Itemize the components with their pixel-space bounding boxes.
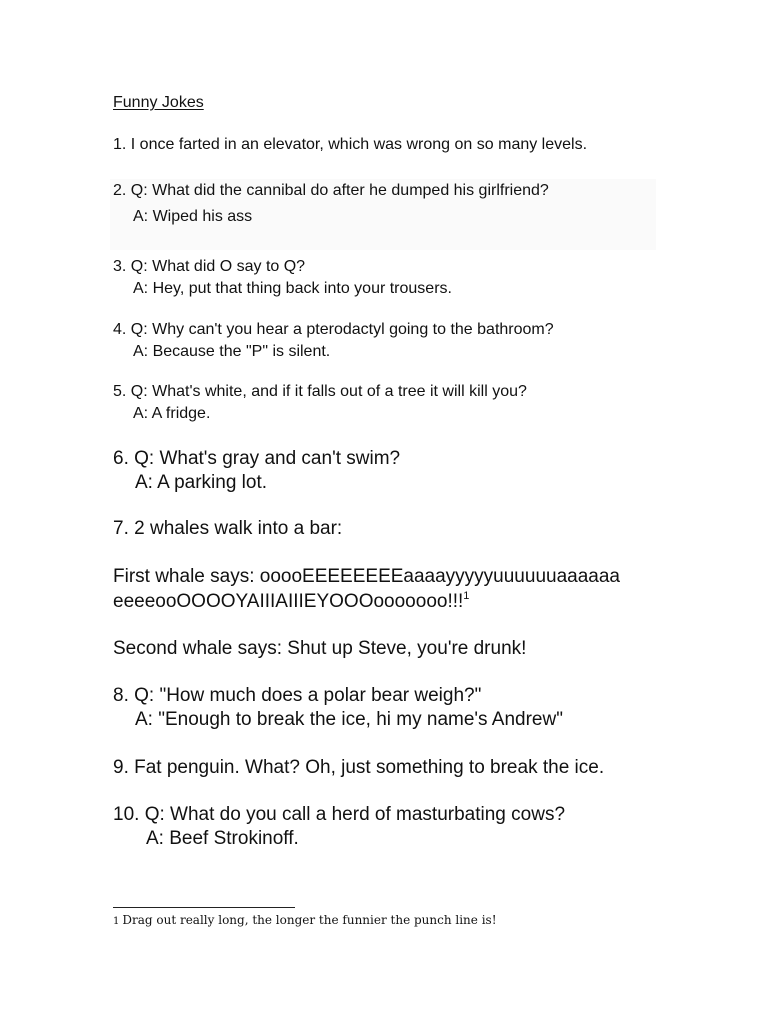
joke-4-question: 4. Q: Why can't you hear a pterodactyl going to the bathroom? [113, 321, 554, 338]
joke-2-answer: A: Wiped his ass [133, 208, 253, 225]
footnote-separator [113, 907, 295, 908]
joke-7-first-whale-line-1: First whale says: ooooEEEEEEEEaaaayyyyyuuuuuuaaaaaa [113, 566, 620, 587]
joke-7-setup: 7. 2 whales walk into a bar: [113, 518, 343, 539]
joke-3-answer: A: Hey, put that thing back into your trousers. [133, 280, 452, 297]
joke-9-text: 9. Fat penguin. What? Oh, just something to break the ice. [113, 757, 605, 778]
joke-7-second-whale: Second whale says: Shut up Steve, you're drunk! [113, 638, 527, 659]
footnote-marker: 1 [113, 916, 120, 927]
document-title: Funny Jokes [113, 94, 204, 111]
joke-5-answer: A: A fridge. [133, 405, 211, 422]
joke-8-answer: A: "Enough to break the ice, hi my name's Andrew" [135, 709, 563, 730]
joke-6-answer: A: A parking lot. [135, 472, 268, 493]
footnote-reference: 1 [463, 590, 470, 602]
joke-4-answer: A: Because the "P" is silent. [133, 343, 331, 360]
joke-6-question: 6. Q: What's gray and can't swim? [113, 448, 401, 469]
joke-7-first-whale-text: eeeeooOOOOYAIIIAIIIEYOOOooooooo!!! [113, 591, 464, 612]
footnote-text: Drag out really long, the longer the funnier the punch line is! [122, 913, 497, 927]
joke-1-text: 1. I once farted in an elevator, which was wrong on so many levels. [113, 136, 588, 153]
joke-2-question: 2. Q: What did the cannibal do after he dumped his girlfriend? [113, 182, 549, 199]
joke-10-question: 10. Q: What do you call a herd of masturbating cows? [113, 804, 566, 825]
joke-10-answer: A: Beef Strokinoff. [146, 828, 299, 849]
footnote [113, 914, 497, 927]
joke-8-question: 8. Q: "How much does a polar bear weigh?" [113, 685, 482, 706]
joke-7-first-whale-line-2 [113, 592, 469, 611]
joke-3-question: 3. Q: What did O say to Q? [113, 258, 306, 275]
joke-5-question: 5. Q: What's white, and if it falls out of a tree it will kill you? [113, 383, 527, 400]
